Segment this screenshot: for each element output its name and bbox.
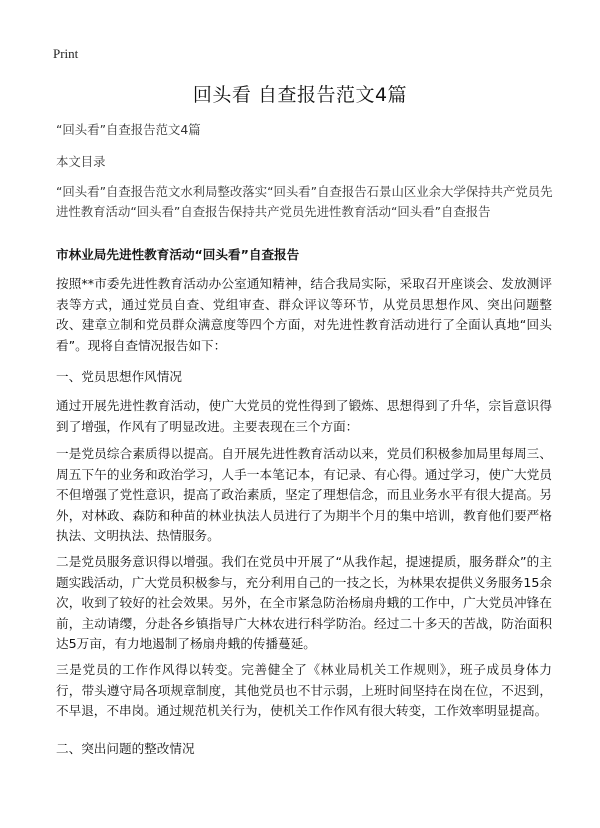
section-title: 市林业局先进性教育活动“回头看”自查报告 xyxy=(56,247,300,262)
print-label: Print xyxy=(53,46,79,61)
paragraph-1: 按照**市委先进性教育活动办公室通知精神，结合我局实际，采取召开座谈会、发放测评表等方式，通过党员自查、党组审查、群众评议等环节，从党员思想作风、突出问题整改、建章立制和党员群众满意度等四个方面，对先进性教育活动进行了全面认真地“回头看”。现将自查情况报告如下： xyxy=(56,276,552,353)
subtitle: “回头看”自查报告范文4篇 xyxy=(56,122,201,137)
paragraph-3: 一是党员综合素质得以提高。自开展先进性教育活动以来，党员们积极参加局里每周三、周五下午的业务和政治学习，人手一本笔记本，有记录、有心得。通过学习，使广大党员不但增强了党性意识，提高了政治素质，坚定了理想信念，而且业务水平有很大提高。另外，对林政、森防和种苗的林业执法人员进行了为期半个月的集中培训，教育他们要严格执法、文明执法、热情服务。 xyxy=(56,446,552,544)
toc-text: “回头看”自查报告范文水利局整改落实“回头看”自查报告石景山区业余大学保持共产党员先进性教育活动“回头看”自查报告保持共产党员先进性教育活动“回头看”自查报告 xyxy=(56,184,553,219)
heading-2: 二、突出问题的整改情况 xyxy=(56,741,195,756)
page-title: 回头看 自查报告范文4篇 xyxy=(192,84,408,106)
paragraph-5: 三是党员的工作作风得以转变。完善健全了《林业局机关工作规则》，班子成员身体力行，带头遵守局各项规章制度，其他党员也不甘示弱，上班时间坚持在岗在位，不迟到，不早退，不串岗。通过规范机关行为，使机关工作作风有很大转变，工作效率明显提高。 xyxy=(56,662,552,719)
heading-1: 一、党员思想作风情况 xyxy=(56,369,182,384)
paragraph-2: 通过开展先进性教育活动，使广大党员的党性得到了锻炼、思想得到了升华，宗旨意识得到了增强，作风有了明显改进。主要表现在三个方面： xyxy=(56,398,552,434)
paragraph-4: 二是党员服务意识得以增强。我们在党员中开展了“从我作起，提速提质，服务群众”的主题实践活动，广大党员积极参与，充分利用自己的一技之长，为林果农提供义务服务15余次，收到了较好的社会效果。另外，在全市紧急防治杨扇舟蛾的工作中，广大党员冲锋在前，主动请缨，分赴各乡镇指导广大林农进行科学防治。经过二十多天的苦战，防治面积达5万亩，有力地遏制了杨扇舟蛾的传播蔓延。 xyxy=(56,554,552,652)
toc-label: 本文目录 xyxy=(56,154,106,169)
